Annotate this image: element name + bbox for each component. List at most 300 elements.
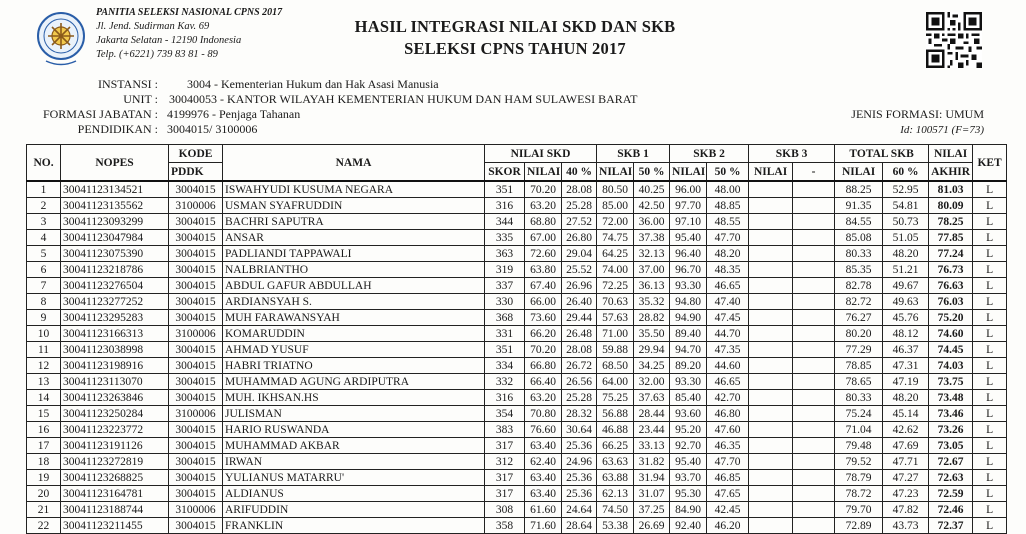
cell-nilai-akhir: 77.85 [929,230,973,246]
instansi-value: 3004 - Kementerian Hukum dan Hak Asasi Manusia [187,77,439,91]
col-skd-pct: 40 % [562,163,597,182]
cell-total-pct: 43.73 [883,518,929,534]
cell-skd-skor: 317 [485,470,525,486]
cell-total-pct: 51.21 [883,262,929,278]
table-row [27,454,1007,470]
cell-ket: L [973,470,1007,486]
cell-skd-pct: 25.52 [562,262,597,278]
cell-skb1-nilai: 63.63 [597,454,634,470]
cell-nilai-akhir: 75.20 [929,310,973,326]
cell-skb1-nilai: 75.25 [597,390,634,406]
cell-kode: 3004015 [169,422,223,438]
cell-kode: 3004015 [169,518,223,534]
cell-kode: 3004015 [169,470,223,486]
cell-skb1-pct: 37.00 [634,262,670,278]
cell-no: 12 [27,358,61,374]
cell-skb2-pct: 48.55 [707,214,749,230]
cell-skd-pct: 28.32 [562,406,597,422]
cell-skd-pct: 25.28 [562,198,597,214]
title-line-2: SELEKSI CPNS TAHUN 2017 [404,39,626,58]
cell-total-pct: 45.76 [883,310,929,326]
cell-nopes: 30041123295283 [61,310,169,326]
cell-skd-skor: 335 [485,230,525,246]
cell-nama: YULIANUS MATARRU' [223,470,485,486]
cell-skb1-nilai: 72.25 [597,278,634,294]
cell-skb2-pct: 48.00 [707,181,749,198]
cell-skb1-pct: 31.07 [634,486,670,502]
cell-skb1-pct: 29.94 [634,342,670,358]
cell-skd-nilai: 62.40 [525,454,562,470]
cell-skb2-pct: 46.80 [707,406,749,422]
cell-nilai-akhir: 72.63 [929,470,973,486]
cell-skb2-nilai: 95.30 [670,486,707,502]
cell-nilai-akhir: 74.45 [929,342,973,358]
cell-skb1-pct: 36.13 [634,278,670,294]
cell-skd-pct: 30.64 [562,422,597,438]
cell-skb3-nilai [749,390,793,406]
cell-nilai-akhir: 72.67 [929,454,973,470]
cell-skb2-nilai: 93.70 [670,470,707,486]
cell-total-nilai: 85.08 [835,230,883,246]
cell-skd-nilai: 63.40 [525,486,562,502]
cell-total-pct: 47.71 [883,454,929,470]
cell-ket: L [973,422,1007,438]
cell-skb3-pct [793,278,835,294]
cell-kode: 3004015 [169,342,223,358]
table-row [27,518,1007,534]
cell-nama: ALDIANUS [223,486,485,502]
bkn-logo-icon [36,6,86,72]
cell-nama: ANSAR [223,230,485,246]
cell-no: 6 [27,262,61,278]
cell-nopes: 30041123198916 [61,358,169,374]
cell-ket: L [973,486,1007,502]
cell-nama: KOMARUDDIN [223,326,485,342]
col-nilai-akhir-bottom: AKHIR [929,163,973,182]
cell-skd-pct: 26.80 [562,230,597,246]
cell-skb3-pct [793,422,835,438]
cell-ket: L [973,294,1007,310]
cell-nilai-akhir: 72.37 [929,518,973,534]
cell-total-pct: 47.23 [883,486,929,502]
unit-row [92,92,637,107]
col-skd-skor: SKOR [485,163,525,182]
cell-total-pct: 54.81 [883,198,929,214]
cell-total-pct: 47.19 [883,374,929,390]
cell-skd-pct: 24.64 [562,502,597,518]
cell-kode: 3004015 [169,181,223,198]
pendidikan-row [38,122,257,137]
cell-skb2-nilai: 94.90 [670,310,707,326]
cell-skd-nilai: 66.20 [525,326,562,342]
cell-skd-pct: 25.36 [562,438,597,454]
col-no: NO. [27,145,61,182]
cell-skb2-nilai: 93.30 [670,278,707,294]
cell-total-pct: 47.31 [883,358,929,374]
formasi-value: 4199976 - Penjaga Tahanan [167,107,301,121]
cell-nilai-akhir: 76.63 [929,278,973,294]
cell-skb3-pct [793,406,835,422]
cell-skb3-nilai [749,294,793,310]
cell-kode: 3004015 [169,246,223,262]
cell-skd-skor: 383 [485,422,525,438]
cell-skb3-nilai [749,406,793,422]
cell-skb3-nilai [749,230,793,246]
cell-nopes: 30041123250284 [61,406,169,422]
cell-skb2-pct: 47.70 [707,454,749,470]
table-row [27,294,1007,310]
cell-ket: L [973,326,1007,342]
cell-kode: 3100006 [169,502,223,518]
cell-skb2-pct: 48.20 [707,246,749,262]
cell-skb3-pct [793,374,835,390]
cell-nopes: 30041123166313 [61,326,169,342]
cell-skd-pct: 26.40 [562,294,597,310]
col-nilai-akhir-top: NILAI [929,145,973,163]
cell-skb3-nilai [749,422,793,438]
cell-kode: 3004015 [169,438,223,454]
cell-skb3-nilai [749,198,793,214]
cell-nopes: 30041123272819 [61,454,169,470]
cell-total-pct: 48.12 [883,326,929,342]
cell-skb1-pct: 37.25 [634,502,670,518]
cell-skb3-pct [793,518,835,534]
cell-skb1-nilai: 70.63 [597,294,634,310]
cell-skd-skor: 337 [485,278,525,294]
col-skb1: SKB 1 [597,145,670,163]
cell-skb3-nilai [749,326,793,342]
cell-skb2-nilai: 95.40 [670,230,707,246]
cell-skb2-pct: 47.40 [707,294,749,310]
cell-skb3-pct [793,294,835,310]
table-row [27,502,1007,518]
cell-skb3-pct [793,198,835,214]
cell-skb3-nilai [749,470,793,486]
cell-skd-nilai: 72.60 [525,246,562,262]
cell-skd-pct: 29.44 [562,310,597,326]
cell-nilai-akhir: 74.60 [929,326,973,342]
table-row [27,246,1007,262]
cell-skb3-pct [793,326,835,342]
org-name: PANITIA SELEKSI NASIONAL CPNS 2017 [96,7,283,18]
cell-no: 17 [27,438,61,454]
cell-nama: PADLIANDI TAPPAWALI [223,246,485,262]
cell-total-pct: 52.95 [883,181,929,198]
cell-nilai-akhir: 77.24 [929,246,973,262]
cell-skb3-pct [793,246,835,262]
cell-no: 11 [27,342,61,358]
cell-skb3-pct [793,342,835,358]
cell-skb1-nilai: 68.50 [597,358,634,374]
cell-no: 13 [27,374,61,390]
cell-skb2-nilai: 92.40 [670,518,707,534]
cell-kode: 3004015 [169,294,223,310]
cell-nama: FRANKLIN [223,518,485,534]
cell-nama: BACHRI SAPUTRA [223,214,485,230]
cell-no: 1 [27,181,61,198]
table-row [27,422,1007,438]
table-row [27,198,1007,214]
cell-skb2-nilai: 96.70 [670,262,707,278]
cell-skb2-pct: 42.45 [707,502,749,518]
cell-skd-skor: 330 [485,294,525,310]
cell-skd-skor: 331 [485,326,525,342]
cell-no: 19 [27,470,61,486]
cell-skb1-pct: 37.38 [634,230,670,246]
cell-ket: L [973,406,1007,422]
cell-nopes: 30041123263846 [61,390,169,406]
cell-skb3-pct [793,438,835,454]
cell-ket: L [973,278,1007,294]
table-row [27,374,1007,390]
cell-skb1-nilai: 56.88 [597,406,634,422]
cell-skd-nilai: 63.20 [525,390,562,406]
cell-skb2-pct: 44.60 [707,358,749,374]
cell-nilai-akhir: 73.48 [929,390,973,406]
cell-skd-pct: 25.36 [562,486,597,502]
cell-nilai-akhir: 80.09 [929,198,973,214]
cell-skb3-pct [793,390,835,406]
cell-nama: MUH FARAWANSYAH [223,310,485,326]
cell-nama: HARIO RUSWANDA [223,422,485,438]
cell-no: 20 [27,486,61,502]
cell-skb3-pct [793,181,835,198]
cell-skd-nilai: 67.40 [525,278,562,294]
cell-nilai-akhir: 76.03 [929,294,973,310]
cell-skd-pct: 29.04 [562,246,597,262]
col-pddk: PDDK [169,163,223,182]
cell-nama: ISWAHYUDI KUSUMA NEGARA [223,181,485,198]
cell-no: 16 [27,422,61,438]
cell-ket: L [973,198,1007,214]
cell-skd-skor: 317 [485,486,525,502]
results-body [27,181,1007,534]
cell-nama: ABDUL GAFUR ABDULLAH [223,278,485,294]
cell-total-pct: 47.27 [883,470,929,486]
cell-kode: 3004015 [169,230,223,246]
cell-skb3-pct [793,262,835,278]
cell-skb1-pct: 36.00 [634,214,670,230]
cell-skb2-nilai: 95.20 [670,422,707,438]
cell-total-nilai: 78.79 [835,470,883,486]
cell-kode: 3004015 [169,454,223,470]
cell-ket: L [973,454,1007,470]
cell-skb2-pct: 47.65 [707,486,749,502]
cell-nopes: 30041123164781 [61,486,169,502]
cell-skb2-nilai: 95.40 [670,454,707,470]
cell-total-pct: 48.20 [883,246,929,262]
cell-skb3-pct [793,310,835,326]
cell-skd-nilai: 67.00 [525,230,562,246]
cell-no: 8 [27,294,61,310]
cell-skb1-pct: 31.94 [634,470,670,486]
col-skb3-pct: - [793,163,835,182]
cell-nopes: 30041123075390 [61,246,169,262]
cell-skd-nilai: 66.00 [525,294,562,310]
cell-nama: MUH. IKHSAN.HS [223,390,485,406]
cell-nilai-akhir: 78.25 [929,214,973,230]
col-skd: NILAI SKD [485,145,597,163]
cell-skd-skor: 308 [485,502,525,518]
cell-nopes: 30041123113070 [61,374,169,390]
col-skb3: SKB 3 [749,145,835,163]
cell-skd-skor: 363 [485,246,525,262]
cell-kode: 3004015 [169,486,223,502]
col-nama: NAMA [223,145,485,182]
cell-total-nilai: 78.85 [835,358,883,374]
table-row [27,342,1007,358]
cell-skb3-nilai [749,310,793,326]
cell-ket: L [973,502,1007,518]
cell-nopes: 30041123191126 [61,438,169,454]
formasi-label: FORMASI JABATAN : [42,107,158,121]
table-row [27,230,1007,246]
cell-skb3-nilai [749,454,793,470]
cell-nama: JULISMAN [223,406,485,422]
cell-skb2-nilai: 93.30 [670,374,707,390]
cell-kode: 3100006 [169,406,223,422]
cell-no: 2 [27,198,61,214]
cell-kode: 3004015 [169,262,223,278]
cell-skd-pct: 28.08 [562,342,597,358]
cell-skd-pct: 26.48 [562,326,597,342]
cell-total-pct: 42.62 [883,422,929,438]
cell-skb2-nilai: 89.20 [670,358,707,374]
cell-nopes: 30041123223772 [61,422,169,438]
cell-skb2-pct: 47.45 [707,310,749,326]
cell-nopes: 30041123211455 [61,518,169,534]
cell-ket: L [973,230,1007,246]
org-address-1: Jl. Jend. Sudirman Kav. 69 [96,21,210,32]
cell-skb2-nilai: 93.60 [670,406,707,422]
cell-total-pct: 47.82 [883,502,929,518]
document-id: Id: 100571 (F=73) [900,124,984,136]
cell-skb3-nilai [749,374,793,390]
cell-skb2-pct: 46.20 [707,518,749,534]
cell-nama: HABRI TRIATNO [223,358,485,374]
cell-skb1-pct: 33.13 [634,438,670,454]
cell-skb1-pct: 28.44 [634,406,670,422]
cell-ket: L [973,262,1007,278]
cell-skb1-pct: 26.69 [634,518,670,534]
cell-skd-nilai: 63.80 [525,262,562,278]
cell-skb1-pct: 34.25 [634,358,670,374]
cell-nopes: 30041123047984 [61,230,169,246]
cell-skb1-pct: 28.82 [634,310,670,326]
cell-skb1-pct: 31.82 [634,454,670,470]
cell-total-nilai: 80.33 [835,390,883,406]
cell-no: 18 [27,454,61,470]
cell-skb1-pct: 23.44 [634,422,670,438]
header-row-1 [27,145,1007,163]
cell-total-nilai: 82.72 [835,294,883,310]
cell-skb1-nilai: 66.25 [597,438,634,454]
table-row [27,390,1007,406]
cell-total-pct: 50.73 [883,214,929,230]
cell-kode: 3004015 [169,214,223,230]
cell-total-nilai: 79.70 [835,502,883,518]
cell-nilai-akhir: 81.03 [929,181,973,198]
header-row-2 [27,163,1007,182]
cell-skd-skor: 358 [485,518,525,534]
cell-no: 7 [27,278,61,294]
cell-nilai-akhir: 73.75 [929,374,973,390]
cell-skd-nilai: 61.60 [525,502,562,518]
pendidikan-label: PENDIDIKAN : [77,122,158,136]
col-skd-nilai: NILAI [525,163,562,182]
cell-nama: MUHAMMAD AKBAR [223,438,485,454]
cell-kode: 3004015 [169,390,223,406]
cell-nilai-akhir: 72.59 [929,486,973,502]
cell-skd-pct: 27.52 [562,214,597,230]
cell-skb1-pct: 40.25 [634,181,670,198]
cell-skb2-nilai: 97.10 [670,214,707,230]
unit-value: 30040053 - KANTOR WILAYAH KEMENTERIAN HUKUM DAN HAM SULAWESI BARAT [169,92,638,106]
cell-skd-skor: 368 [485,310,525,326]
cell-skb1-nilai: 64.25 [597,246,634,262]
cell-nama: ARDIANSYAH S. [223,294,485,310]
cell-skd-pct: 26.56 [562,374,597,390]
cell-total-nilai: 76.27 [835,310,883,326]
cell-skb1-nilai: 74.50 [597,502,634,518]
cell-nama: MUHAMMAD AGUNG ARDIPUTRA [223,374,485,390]
cell-skb3-pct [793,358,835,374]
cell-nopes: 30041123277252 [61,294,169,310]
cell-total-nilai: 85.35 [835,262,883,278]
cell-skd-nilai: 63.40 [525,438,562,454]
cell-skd-nilai: 66.80 [525,358,562,374]
cell-skb1-pct: 32.13 [634,246,670,262]
cell-skb1-nilai: 74.75 [597,230,634,246]
cell-skb2-nilai: 96.00 [670,181,707,198]
cell-skd-skor: 319 [485,262,525,278]
cell-skb3-nilai [749,246,793,262]
cell-skd-nilai: 70.80 [525,406,562,422]
cell-kode: 3100006 [169,326,223,342]
table-row [27,438,1007,454]
org-block [96,6,282,62]
col-skb2-nilai: NILAI [670,163,707,182]
cell-total-nilai: 71.04 [835,422,883,438]
col-ket: KET [973,145,1007,182]
qr-code-icon [926,12,982,68]
cell-skb3-nilai [749,486,793,502]
cell-skd-nilai: 70.20 [525,342,562,358]
cell-skd-nilai: 63.20 [525,198,562,214]
cell-skb2-pct: 48.85 [707,198,749,214]
cell-skb1-nilai: 59.88 [597,342,634,358]
cell-total-pct: 49.63 [883,294,929,310]
cell-skb3-nilai [749,518,793,534]
cell-skb1-nilai: 57.63 [597,310,634,326]
cell-skb3-nilai [749,502,793,518]
cell-ket: L [973,518,1007,534]
cell-ket: L [973,374,1007,390]
col-skb2: SKB 2 [670,145,749,163]
cell-skd-nilai: 68.80 [525,214,562,230]
cell-skb2-pct: 46.35 [707,438,749,454]
cell-skb1-nilai: 46.88 [597,422,634,438]
cell-no: 5 [27,246,61,262]
cell-total-nilai: 78.65 [835,374,883,390]
cell-total-nilai: 72.89 [835,518,883,534]
cell-skd-nilai: 73.60 [525,310,562,326]
col-total-pct: 60 % [883,163,929,182]
cell-nopes: 30041123276504 [61,278,169,294]
cell-nama: ARIFUDDIN [223,502,485,518]
cell-skd-skor: 351 [485,181,525,198]
cell-ket: L [973,438,1007,454]
